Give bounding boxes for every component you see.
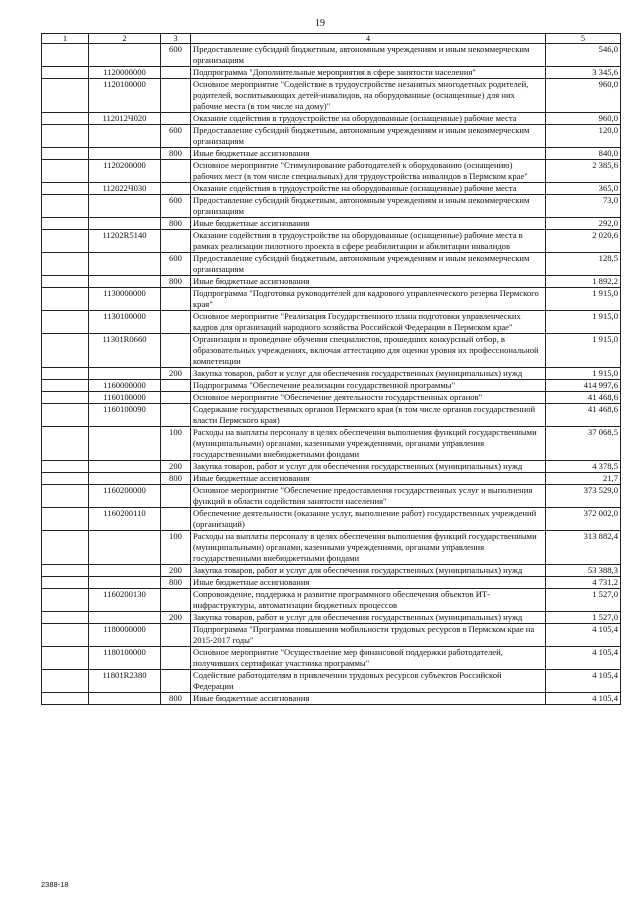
page-number: 19	[315, 18, 325, 29]
table-row	[42, 183, 621, 195]
table-row	[42, 218, 621, 230]
row-amount: 3 345,6	[546, 67, 621, 79]
row-name: Подпрограмма "Подготовка руководителей для кадрового управленческого резерва Пермского края"	[191, 288, 546, 311]
row-expense-type: 600	[161, 195, 191, 218]
empty-cell	[42, 508, 89, 531]
empty-cell	[42, 125, 89, 148]
row-code	[89, 125, 161, 148]
empty-cell	[42, 647, 89, 670]
row-amount: 840,0	[546, 148, 621, 160]
row-amount: 1 527,0	[546, 612, 621, 624]
row-amount: 960,0	[546, 79, 621, 113]
table-row	[42, 531, 621, 565]
row-code: 11301R0660	[89, 334, 161, 368]
row-amount: 1 527,0	[546, 589, 621, 612]
row-expense-type	[161, 183, 191, 195]
row-expense-type: 800	[161, 218, 191, 230]
empty-cell	[42, 624, 89, 647]
empty-cell	[42, 253, 89, 276]
row-amount: 2 385,6	[546, 160, 621, 183]
table-row	[42, 693, 621, 705]
row-expense-type	[161, 288, 191, 311]
row-amount: 2 020,6	[546, 230, 621, 253]
row-amount: 373 529,0	[546, 485, 621, 508]
header-cell: 3	[161, 34, 191, 44]
empty-cell	[42, 160, 89, 183]
empty-cell	[42, 230, 89, 253]
row-name: Закупка товаров, работ и услуг для обеспечения государственных (муниципальных) нужд	[191, 461, 546, 473]
header-cell: 2	[89, 34, 161, 44]
row-name: Расходы на выплаты персоналу в целях обеспечения выполнения функций государственными (муниципальными) органами, казенными учреждениями, органами управления государственными внебюджетными фондами	[191, 427, 546, 461]
table-row	[42, 288, 621, 311]
empty-cell	[42, 392, 89, 404]
empty-cell	[42, 670, 89, 693]
table-row	[42, 195, 621, 218]
row-code	[89, 195, 161, 218]
row-name: Закупка товаров, работ и услуг для обеспечения государственных (муниципальных) нужд	[191, 368, 546, 380]
row-name: Предоставление субсидий бюджетным, автономным учреждениям и иным некоммерческим организациям	[191, 253, 546, 276]
row-amount: 4 105,4	[546, 647, 621, 670]
row-amount: 1 892,2	[546, 276, 621, 288]
row-expense-type: 200	[161, 565, 191, 577]
empty-cell	[42, 79, 89, 113]
row-name: Иные бюджетные ассигнования	[191, 577, 546, 589]
table-row	[42, 148, 621, 160]
row-amount: 372 002,0	[546, 508, 621, 531]
table-row	[42, 67, 621, 79]
row-code	[89, 368, 161, 380]
empty-cell	[42, 380, 89, 392]
row-amount: 292,0	[546, 218, 621, 230]
table-row	[42, 404, 621, 427]
row-expense-type	[161, 404, 191, 427]
row-amount: 1 915,0	[546, 334, 621, 368]
row-code: 1160200130	[89, 589, 161, 612]
row-name: Закупка товаров, работ и услуг для обеспечения государственных (муниципальных) нужд	[191, 612, 546, 624]
row-amount: 960,0	[546, 113, 621, 125]
table-row	[42, 624, 621, 647]
table-row	[42, 612, 621, 624]
row-code: 1130100000	[89, 311, 161, 334]
empty-cell	[42, 311, 89, 334]
row-name: Оказание содействия в трудоустройстве на оборудованные (оснащенные) рабочие места	[191, 113, 546, 125]
row-expense-type	[161, 230, 191, 253]
row-amount: 546,0	[546, 44, 621, 67]
row-code: 11801R2380	[89, 670, 161, 693]
empty-cell	[42, 368, 89, 380]
row-code	[89, 473, 161, 485]
row-name: Иные бюджетные ассигнования	[191, 218, 546, 230]
row-code: 1160200000	[89, 485, 161, 508]
row-name: Предоставление субсидий бюджетным, автономным учреждениям и иным некоммерческим организациям	[191, 195, 546, 218]
row-expense-type	[161, 508, 191, 531]
empty-cell	[42, 67, 89, 79]
row-expense-type: 800	[161, 148, 191, 160]
table-row	[42, 276, 621, 288]
row-code	[89, 612, 161, 624]
table-row	[42, 160, 621, 183]
empty-cell	[42, 427, 89, 461]
empty-cell	[42, 183, 89, 195]
row-expense-type: 800	[161, 693, 191, 705]
row-amount: 4 378,5	[546, 461, 621, 473]
row-code: 112022Ч030	[89, 183, 161, 195]
row-name: Оказание содействия в трудоустройстве на оборудованные (оснащенные) рабочие места	[191, 183, 546, 195]
row-name: Иные бюджетные ассигнования	[191, 693, 546, 705]
row-amount: 120,0	[546, 125, 621, 148]
row-expense-type: 200	[161, 461, 191, 473]
row-code: 1180000000	[89, 624, 161, 647]
row-expense-type	[161, 380, 191, 392]
row-amount: 41 468,6	[546, 392, 621, 404]
row-code: 1180100000	[89, 647, 161, 670]
row-name: Содержание государственных органов Пермского края (в том числе органов государственной власти Пермского края)	[191, 404, 546, 427]
row-expense-type: 200	[161, 368, 191, 380]
row-code: 1160200110	[89, 508, 161, 531]
row-amount: 4 105,4	[546, 624, 621, 647]
table-row	[42, 113, 621, 125]
row-code	[89, 44, 161, 67]
row-amount: 1 915,0	[546, 311, 621, 334]
row-amount: 1 915,0	[546, 288, 621, 311]
empty-cell	[42, 334, 89, 368]
row-name: Предоставление субсидий бюджетным, автономным учреждениям и иным некоммерческим организациям	[191, 125, 546, 148]
row-name: Иные бюджетные ассигнования	[191, 148, 546, 160]
table-row	[42, 230, 621, 253]
row-code: 112012Ч020	[89, 113, 161, 125]
row-amount: 365,0	[546, 183, 621, 195]
table-row	[42, 565, 621, 577]
row-expense-type: 800	[161, 276, 191, 288]
row-expense-type	[161, 647, 191, 670]
empty-cell	[42, 218, 89, 230]
row-amount: 1 915,0	[546, 368, 621, 380]
row-expense-type	[161, 79, 191, 113]
row-expense-type	[161, 624, 191, 647]
row-amount: 4 105,4	[546, 670, 621, 693]
row-name: Организация и проведение обучения специалистов, прошедших конкурсный отбор, в образовательных учреждениях, включая аттестацию для оценки уровня их профессиональной компетенции	[191, 334, 546, 368]
row-code: 1160000000	[89, 380, 161, 392]
empty-cell	[42, 148, 89, 160]
header-cell: 1	[42, 34, 89, 44]
row-expense-type: 600	[161, 125, 191, 148]
row-expense-type	[161, 113, 191, 125]
empty-cell	[42, 195, 89, 218]
table-row	[42, 334, 621, 368]
row-code	[89, 148, 161, 160]
empty-cell	[42, 589, 89, 612]
row-name: Основное мероприятие "Обеспечение деятельности государственных органов"	[191, 392, 546, 404]
row-name: Иные бюджетные ассигнования	[191, 473, 546, 485]
budget-table	[41, 33, 621, 705]
row-name: Основное мероприятие "Осуществление мер финансовой поддержки работодателей, получивших сертификат участника программы"	[191, 647, 546, 670]
empty-cell	[42, 276, 89, 288]
row-name: Расходы на выплаты персоналу в целях обеспечения выполнения функций государственными (муниципальными) органами, казенными учреждениями, органами управления государственными внебюджетными фондами	[191, 531, 546, 565]
row-name: Сопровождение, поддержка и развитие программного обеспечения объектов ИТ-инфраструктуры, автоматизации бюджетных процессов	[191, 589, 546, 612]
row-expense-type	[161, 589, 191, 612]
row-amount: 73,0	[546, 195, 621, 218]
row-code	[89, 461, 161, 473]
row-code: 1120100000	[89, 79, 161, 113]
empty-cell	[42, 577, 89, 589]
row-code	[89, 253, 161, 276]
table-row	[42, 427, 621, 461]
row-code: 1120000000	[89, 67, 161, 79]
table-row	[42, 577, 621, 589]
row-expense-type: 600	[161, 253, 191, 276]
empty-cell	[42, 461, 89, 473]
row-expense-type	[161, 334, 191, 368]
row-code	[89, 218, 161, 230]
row-amount: 21,7	[546, 473, 621, 485]
row-code: 1130000000	[89, 288, 161, 311]
empty-cell	[42, 612, 89, 624]
table-row	[42, 461, 621, 473]
row-name: Основное мероприятие "Обеспечение предоставления государственных услуг и выполнения функций в области содействия занятости населения"	[191, 485, 546, 508]
row-name: Обеспечение деятельности (оказание услуг, выполнение работ) государственных учреждений (организаций)	[191, 508, 546, 531]
table-row	[42, 508, 621, 531]
table-row	[42, 380, 621, 392]
table-row	[42, 253, 621, 276]
table-row	[42, 311, 621, 334]
row-code	[89, 693, 161, 705]
empty-cell	[42, 531, 89, 565]
row-expense-type: 200	[161, 612, 191, 624]
row-amount: 37 068,5	[546, 427, 621, 461]
row-expense-type	[161, 392, 191, 404]
row-name: Закупка товаров, работ и услуг для обеспечения государственных (муниципальных) нужд	[191, 565, 546, 577]
row-amount: 128,5	[546, 253, 621, 276]
empty-cell	[42, 485, 89, 508]
table-row	[42, 368, 621, 380]
header-cell: 4	[191, 34, 546, 44]
table-row	[42, 485, 621, 508]
row-amount: 53 388,3	[546, 565, 621, 577]
row-amount: 414 997,6	[546, 380, 621, 392]
empty-cell	[42, 473, 89, 485]
row-expense-type	[161, 67, 191, 79]
row-expense-type	[161, 485, 191, 508]
row-expense-type: 800	[161, 577, 191, 589]
empty-cell	[42, 113, 89, 125]
row-name: Подпрограмма "Обеспечение реализации государственной программы"	[191, 380, 546, 392]
row-name: Предоставление субсидий бюджетным, автономным учреждениям и иным некоммерческим организациям	[191, 44, 546, 67]
row-name: Подпрограмма "Дополнительные мероприятия в сфере занятости населения"	[191, 67, 546, 79]
row-name: Содействие работодателям в привлечении трудовых ресурсов субъектов Российской Федерации	[191, 670, 546, 693]
header-cell: 5	[546, 34, 621, 44]
row-code	[89, 531, 161, 565]
table-row	[42, 589, 621, 612]
row-name: Основное мероприятие "Реализация Государственного плана подготовки управленческих кадров для организаций народного хозяйства Российской Федерации в Пермском крае"	[191, 311, 546, 334]
row-amount: 4 731,2	[546, 577, 621, 589]
row-code: 11202R5140	[89, 230, 161, 253]
table-row	[42, 647, 621, 670]
row-expense-type: 600	[161, 44, 191, 67]
row-expense-type: 100	[161, 531, 191, 565]
row-amount: 41 468,6	[546, 404, 621, 427]
row-expense-type: 100	[161, 427, 191, 461]
row-amount: 4 105,4	[546, 693, 621, 705]
table-row	[42, 79, 621, 113]
row-name: Подпрограмма "Программа повышения мобильности трудовых ресурсов в Пермском крае на 2015-2017 годы"	[191, 624, 546, 647]
empty-cell	[42, 404, 89, 427]
row-expense-type	[161, 311, 191, 334]
empty-cell	[42, 44, 89, 67]
row-code: 1160100000	[89, 392, 161, 404]
row-expense-type	[161, 670, 191, 693]
row-code	[89, 577, 161, 589]
table-row	[42, 392, 621, 404]
row-name: Оказание содействия в трудоустройстве на оборудованные (оснащенные) рабочие места в рамках реализации пилотного проекта в сфере реабилитации и абилитации инвалидов	[191, 230, 546, 253]
row-code	[89, 276, 161, 288]
row-name: Иные бюджетные ассигнования	[191, 276, 546, 288]
row-code: 1120200000	[89, 160, 161, 183]
table-row	[42, 44, 621, 67]
row-name: Основное мероприятие "Содействие в трудоустройстве незанятых многодетных родителей, родителей, воспитывающих детей-инвалидов, на оборудованные (оснащенные) для них рабочие места (в том числе на дому)"	[191, 79, 546, 113]
row-name: Основное мероприятие "Стимулирование работодателей к оборудованию (оснащению) рабочих мест (в том числе специальных) для трудоустройства инвалидов в Пермском крае"	[191, 160, 546, 183]
row-code	[89, 565, 161, 577]
empty-cell	[42, 565, 89, 577]
table-row	[42, 473, 621, 485]
row-code	[89, 427, 161, 461]
document-code: 2388-18	[41, 880, 69, 889]
table-row	[42, 125, 621, 148]
table-header-row	[42, 34, 621, 44]
row-amount: 313 882,4	[546, 531, 621, 565]
row-expense-type	[161, 160, 191, 183]
row-expense-type: 800	[161, 473, 191, 485]
row-code: 1160100090	[89, 404, 161, 427]
empty-cell	[42, 693, 89, 705]
empty-cell	[42, 288, 89, 311]
table-row	[42, 670, 621, 693]
